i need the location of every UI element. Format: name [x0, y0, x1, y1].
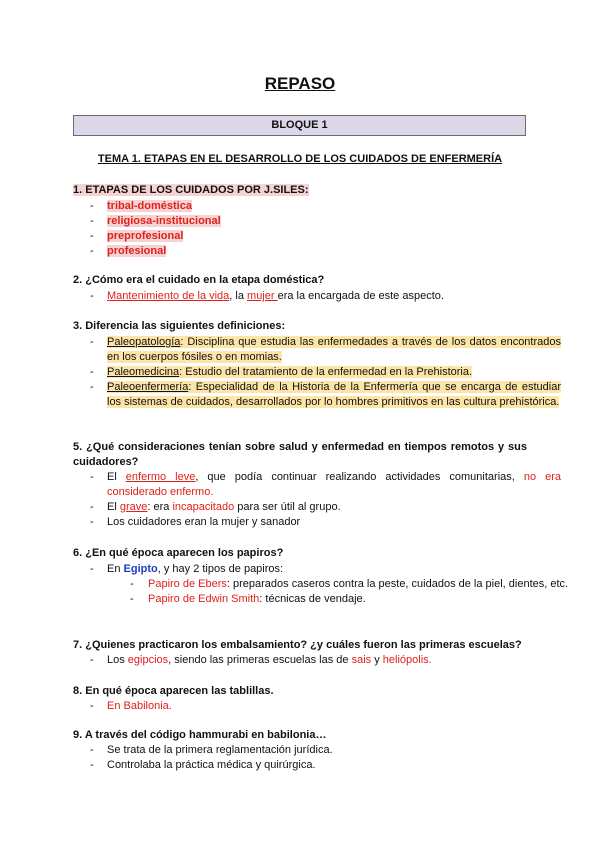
list-item: - El grave: era incapacitado para ser útil al grupo.	[90, 501, 341, 513]
list-item: - Paleomedicina: Estudio del tratamiento de la enfermedad en la Prehistoria.	[90, 366, 473, 378]
section-1-heading: 1. ETAPAS DE LOS CUIDADOS POR J.SILES:	[73, 184, 309, 196]
list-item: - Se trata de la primera reglamentación jurídica.	[90, 744, 333, 756]
list-item: - preprofesional	[90, 230, 184, 242]
section-9-list	[73, 743, 333, 773]
sub-list-item: - Papiro de Edwin Smith: técnicas de vendaje.	[130, 593, 366, 605]
list-item: - Paleopatología: Disciplina que estudia las enfermedades a través de los datos encontrados en los cuerpos fósiles o en momias.	[90, 336, 561, 363]
section-6-list	[73, 562, 600, 607]
section-7-list	[73, 653, 432, 668]
section-5-heading: 5. ¿Qué consideraciones tenían sobre salud y enfermedad en tiempos remotos y sus cuidadores?	[73, 441, 527, 468]
section-5-list	[73, 470, 561, 530]
list-item: - religiosa-institucional	[90, 215, 221, 227]
section-8-heading: 8. En qué época aparecen las tablillas.	[73, 685, 274, 697]
list-item: - En Egipto, y hay 2 tipos de papiros:	[90, 563, 284, 575]
list-item: - Los egipcios, siendo las primeras escuelas las de sais y heliópolis.	[90, 654, 432, 666]
section-8-list	[73, 699, 172, 714]
list-item: - En Babilonia.	[90, 700, 172, 712]
section-3-heading: 3. Diferencia las siguientes definiciones:	[73, 320, 286, 332]
section-6-heading: 6. ¿En qué época aparecen los papiros?	[73, 547, 284, 559]
list-item: - Mantenimiento de la vida, la mujer era la encargada de este aspecto.	[90, 290, 444, 302]
section-3-list	[73, 335, 561, 410]
list-item: - tribal-doméstica	[90, 200, 192, 212]
list-item: - Paleoenfermería: Especialidad de la Historia de la Enfermería que se encarga de estudiar los sistemas de cuidados, desarrollados por lo hombres primitivos en las cultura prehistórica.	[90, 381, 561, 408]
list-item: - El enfermo leve, que podía continuar realizando actividades comunitarias, no era considerado enfermo.	[90, 471, 561, 498]
tema-heading: TEMA 1. ETAPAS EN EL DESARROLLO DE LOS CUIDADOS DE ENFERMERÍA	[97, 153, 503, 165]
list-item: - Los cuidadores eran la mujer y sanador	[90, 516, 301, 528]
section-9-heading: 9. A través del código hammurabi en babilonia…	[73, 729, 327, 741]
section-2-list	[73, 289, 444, 304]
list-item: - profesional	[90, 245, 167, 257]
section-2-heading: 2. ¿Cómo era el cuidado en la etapa doméstica?	[73, 274, 325, 286]
bloque-header: BLOQUE 1	[73, 115, 526, 136]
section-1-list	[73, 199, 221, 259]
sub-list-item: - Papiro de Ebers: preparados caseros contra la peste, cuidados de la piel, dientes, etc.	[130, 578, 569, 590]
list-item: - Controlaba la práctica médica y quirúrgica.	[90, 759, 316, 771]
page-title: REPASO	[264, 74, 336, 93]
section-7-heading: 7. ¿Quienes practicaron los embalsamiento? ¿y cuáles fueron las primeras escuelas?	[73, 639, 522, 651]
